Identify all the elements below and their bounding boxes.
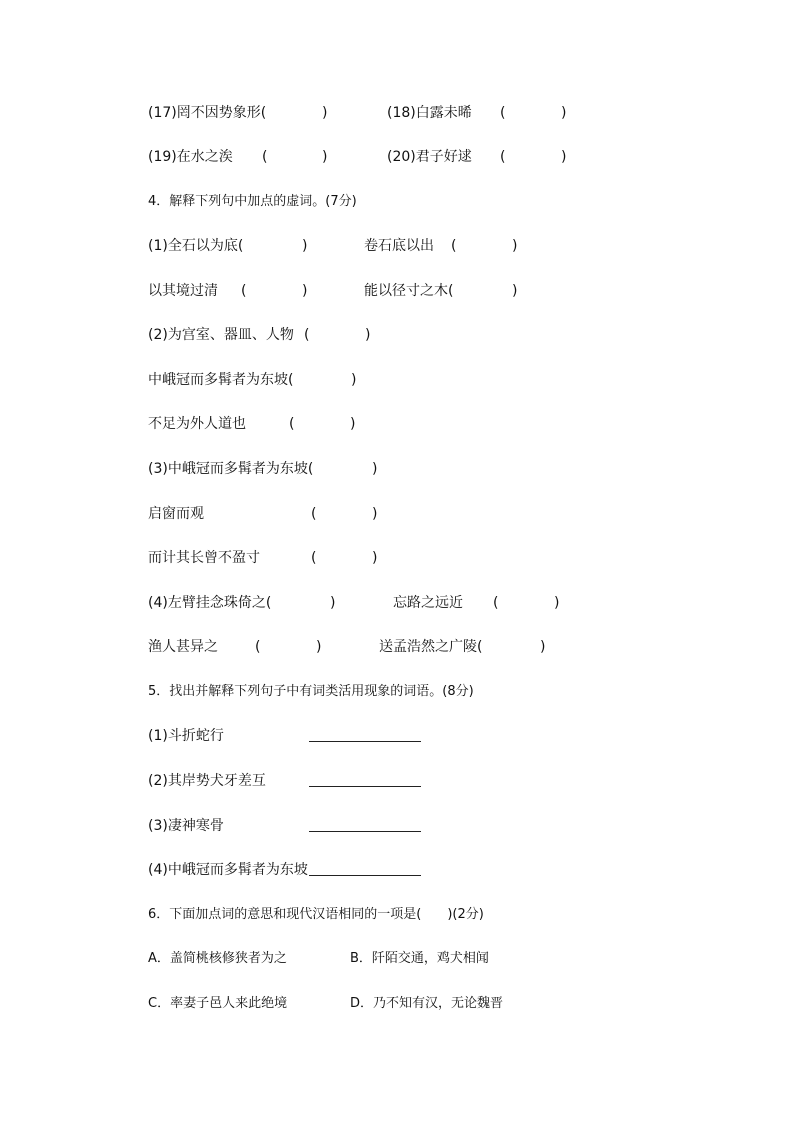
q4-item-3c-open: ( [311, 550, 317, 566]
item-19-open: ( [262, 149, 268, 165]
q6-option-a[interactable]: A．盖简桃核修狭者为之 [148, 951, 287, 966]
q4-item-2a-close: ) [365, 327, 371, 343]
q4-item-1a-close: ) [302, 238, 308, 254]
question-5-heading: 5．找出并解释下列句子中有词类活用现象的词语。(8分) [148, 684, 474, 699]
q5-item-4: (4)中峨冠而多髯者为东坡 [148, 862, 308, 878]
q4-item-4c-close: ) [316, 639, 322, 655]
q4-item-4a: (4)左臂挂念珠倚之( [148, 595, 272, 611]
q5-item-2: (2)其岸势犬牙差互 [148, 773, 266, 789]
item-20: (20)君子好逑 [387, 149, 472, 165]
q6-option-c[interactable]: C．率妻子邑人来此绝境 [148, 996, 288, 1011]
item-18-open: ( [500, 105, 506, 121]
q4-item-1b: 卷石底以出 [364, 238, 434, 254]
q4-item-1d: 能以径寸之木( [364, 283, 454, 299]
q6-option-b[interactable]: B．阡陌交通，鸡犬相闻 [350, 951, 489, 966]
q5-answer-blank-3[interactable] [309, 817, 421, 837]
q4-item-1a: (1)全石以为底( [148, 238, 244, 254]
q4-item-3b: 启窗而观 [148, 506, 204, 522]
q4-item-1c-open: ( [241, 283, 247, 299]
item-17-close: ) [322, 105, 328, 121]
q4-item-1b-open: ( [451, 238, 457, 254]
q4-item-3b-open: ( [311, 506, 317, 522]
item-18-close: ) [561, 105, 567, 121]
q5-answer-blank-2[interactable] [309, 772, 421, 792]
item-20-open: ( [500, 149, 506, 165]
q4-item-1b-close: ) [512, 238, 518, 254]
q4-item-2b-close: ) [351, 372, 357, 388]
q4-item-1d-close: ) [512, 283, 518, 299]
question-4-heading: 4．解释下列句中加点的虚词。(7分) [148, 194, 357, 209]
item-17: (17)罔不因势象形( [148, 105, 267, 121]
q6-option-d[interactable]: D．乃不知有汉，无论魏晋 [350, 996, 504, 1011]
q4-item-3c-close: ) [372, 550, 378, 566]
q4-item-1c-close: ) [302, 283, 308, 299]
item-19: (19)在水之涘 [148, 149, 233, 165]
q5-item-3: (3)凄神寒骨 [148, 818, 224, 834]
q4-item-4d-close: ) [540, 639, 546, 655]
q4-item-4c: 渔人甚异之 [148, 639, 218, 655]
item-19-close: ) [322, 149, 328, 165]
q5-answer-blank-4[interactable] [309, 861, 421, 881]
q4-item-4c-open: ( [255, 639, 261, 655]
q4-item-2b: 中峨冠而多髯者为东坡( [148, 372, 294, 388]
q4-item-4a-close: ) [330, 595, 336, 611]
q4-item-2c-close: ) [350, 416, 356, 432]
item-20-close: ) [561, 149, 567, 165]
item-18: (18)白露未晞 [387, 105, 472, 121]
q4-item-1c: 以其境过清 [148, 283, 218, 299]
q4-item-2c: 不足为外人道也 [148, 416, 246, 432]
q5-answer-blank-1[interactable] [309, 727, 421, 747]
q4-item-2a-open: ( [304, 327, 310, 343]
q4-item-4d: 送孟浩然之广陵( [379, 639, 483, 655]
q4-item-4b: 忘路之远近 [393, 595, 463, 611]
q4-item-4b-open: ( [493, 595, 499, 611]
q4-item-3b-close: ) [372, 506, 378, 522]
q4-item-4b-close: ) [554, 595, 560, 611]
q4-item-2a: (2)为宫室、器皿、人物 [148, 327, 294, 343]
q5-item-1: (1)斗折蛇行 [148, 728, 224, 744]
question-6-heading: 6．下面加点词的意思和现代汉语相同的一项是( )(2分) [148, 907, 484, 922]
q4-item-2c-open: ( [289, 416, 295, 432]
q4-item-3c: 而计其长曾不盈寸 [148, 550, 260, 566]
q4-item-3a-close: ) [372, 461, 378, 477]
q4-item-3a: (3)中峨冠而多髯者为东坡( [148, 461, 314, 477]
